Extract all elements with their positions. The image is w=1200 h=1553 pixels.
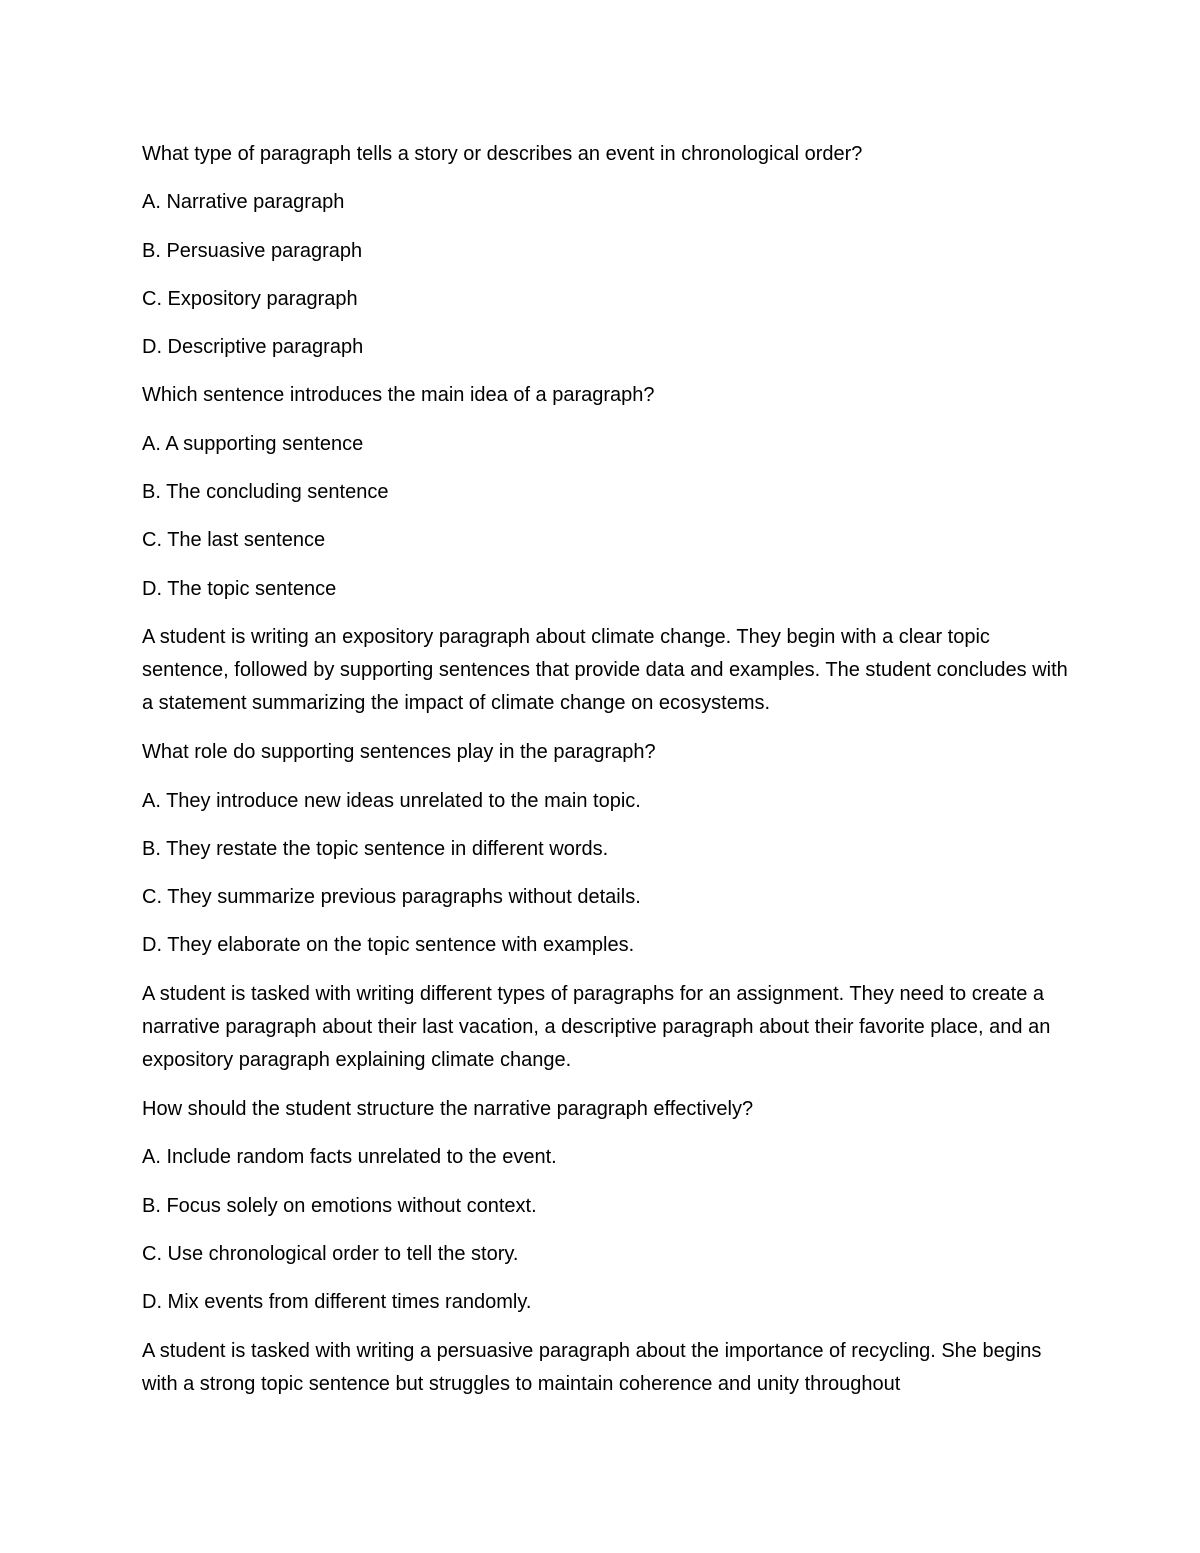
option-2b: B. The concluding sentence: [142, 481, 389, 504]
question-1: What type of paragraph tells a story or describes an event in chronological order?: [142, 143, 863, 165]
option-2c: C. The last sentence: [142, 529, 326, 552]
option-4d: D. Mix events from different times randomly.: [142, 1291, 532, 1314]
scenario-3: A student is tasked with writing a persuasive paragraph about the importance of recycling. She begins with a strong topic sentence but struggles to maintain coherence and unity throughout: [142, 1339, 1042, 1395]
scenario-1: A student is writing an expository paragraph about climate change. They begin with a clear topic sentence, followed by supporting sentences that provide data and examples. The student concludes with a statement summarizing the impact of climate change on ecosystems.: [142, 625, 1068, 714]
scenario-2: A student is tasked with writing different types of paragraphs for an assignment. They need to create a narrative paragraph about their last vacation, a descriptive paragraph about their favorite place, and an expository paragraph explaining climate change.: [142, 982, 1051, 1071]
option-2d: D. The topic sentence: [142, 577, 337, 600]
question-2: Which sentence introduces the main idea of a paragraph?: [142, 384, 655, 407]
option-1d: D. Descriptive paragraph: [142, 336, 364, 359]
question-3: What role do supporting sentences play in the paragraph?: [142, 741, 656, 764]
option-3b: B. They restate the topic sentence in different words.: [142, 837, 609, 860]
option-3a: A. They introduce new ideas unrelated to the main topic.: [142, 789, 641, 812]
option-3c: C. They summarize previous paragraphs without details.: [142, 886, 641, 909]
option-2a: A. A supporting sentence: [142, 432, 364, 455]
question-4: How should the student structure the narrative paragraph effectively?: [142, 1098, 754, 1121]
document-body: [142, 138, 1072, 1417]
option-1a: A. Narrative paragraph: [142, 191, 345, 214]
option-4c: C. Use chronological order to tell the story.: [142, 1242, 519, 1265]
option-4b: B. Focus solely on emotions without context.: [142, 1194, 537, 1217]
option-4a: A. Include random facts unrelated to the event.: [142, 1146, 557, 1169]
option-1c: C. Expository paragraph: [142, 287, 358, 310]
option-1b: B. Persuasive paragraph: [142, 239, 363, 262]
option-3d: D. They elaborate on the topic sentence with examples.: [142, 934, 635, 957]
